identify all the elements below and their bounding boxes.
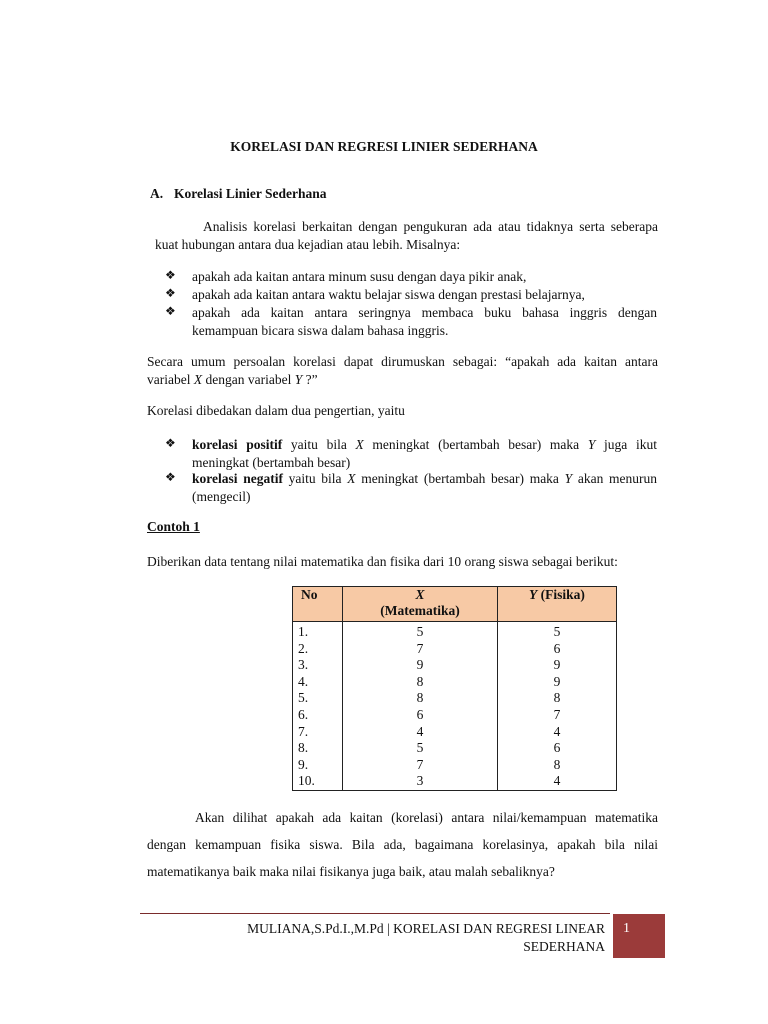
list-item <box>165 436 657 472</box>
header-x: X (Matematika) <box>343 587 498 622</box>
table-row: 3. 9 9 <box>293 657 617 674</box>
page-number: 1 <box>623 921 630 936</box>
bullet-icon: ❖ <box>165 470 176 484</box>
table-row: 7. 4 4 <box>293 724 617 741</box>
bullet-icon: ❖ <box>165 286 176 300</box>
list-item <box>165 268 657 286</box>
table-row: 1. 5 5 <box>293 622 617 641</box>
example-item-2: apakah ada kaitan antara waktu belajar siswa dengan prestasi belajarnya, <box>192 287 585 302</box>
bullet-icon: ❖ <box>165 268 176 282</box>
intro-paragraph: Analisis korelasi berkaitan dengan pengukuran ada atau tidaknya serta seberapa kuat hubungan antara dua kejadian atau lebih. Misalnya: <box>155 219 658 252</box>
example-intro: Diberikan data tentang nilai matematika dan fisika dari 10 orang siswa sebagai berikut: <box>147 554 618 569</box>
bullet-icon: ❖ <box>165 304 176 318</box>
footer-author: MULIANA,S.Pd.I.,M.Pd | KORELASI DAN REGRESI LINEAR SEDERHANA <box>247 921 605 954</box>
table-row: 2. 7 6 <box>293 641 617 658</box>
example-item-1: apakah ada kaitan antara minum susu dengan daya pikir anak, <box>192 269 527 284</box>
section-heading <box>150 186 327 202</box>
page-number-badge <box>613 914 665 958</box>
table-row: 5. 8 8 <box>293 690 617 707</box>
general-statement: Secara umum persoalan korelasi dapat dirumuskan sebagai: “apakah ada kaitan antara variabel X dengan variabel Y ?” <box>147 354 658 387</box>
table-row: 6. 6 7 <box>293 707 617 724</box>
header-no: No <box>293 587 343 622</box>
variable-x: X <box>193 372 203 387</box>
list-item <box>165 304 657 340</box>
type-negative: korelasi negatif yaitu bila X meningkat (bertambah besar) maka Y akan menurun (mengecil) <box>192 471 657 504</box>
list-item <box>165 470 657 506</box>
section-label: Korelasi Linier Sederhana <box>174 186 327 201</box>
header-y: Y (Fisika) <box>498 587 617 622</box>
type-positive: korelasi positif yaitu bila X meningkat (bertambah besar) maka Y juga ikut meningkat (bertambah besar) <box>192 437 657 470</box>
list-item <box>165 286 657 304</box>
variable-y: Y <box>294 372 303 387</box>
footer-divider <box>140 913 610 914</box>
closing-paragraph: Akan dilihat apakah ada kaitan (korelasi) antara nilai/kemampuan matematika dengan kemampuan fisika siswa. Bila ada, bagaimana korelasinya, apakah bila nilai matematikanya baik maka nilai fisikanya juga baik, atau malah sebaliknya? <box>147 810 658 879</box>
table-header-row <box>293 587 617 622</box>
table-row: 4. 8 9 <box>293 674 617 691</box>
table-row: 9. 7 8 <box>293 757 617 774</box>
document-title: KORELASI DAN REGRESI LINIER SEDERHANA <box>230 139 538 154</box>
data-table <box>292 586 617 791</box>
table-row: 10. 3 4 <box>293 773 617 790</box>
table-row: 8. 5 6 <box>293 740 617 757</box>
types-intro: Korelasi dibedakan dalam dua pengertian, yaitu <box>147 403 405 418</box>
section-number: A. <box>150 186 164 201</box>
example-heading: Contoh 1 <box>147 519 200 534</box>
bullet-icon: ❖ <box>165 436 176 450</box>
example-item-3: apakah ada kaitan antara seringnya membaca buku bahasa inggris dengan kemampuan bicara siswa dalam bahasa inggris. <box>192 305 657 338</box>
